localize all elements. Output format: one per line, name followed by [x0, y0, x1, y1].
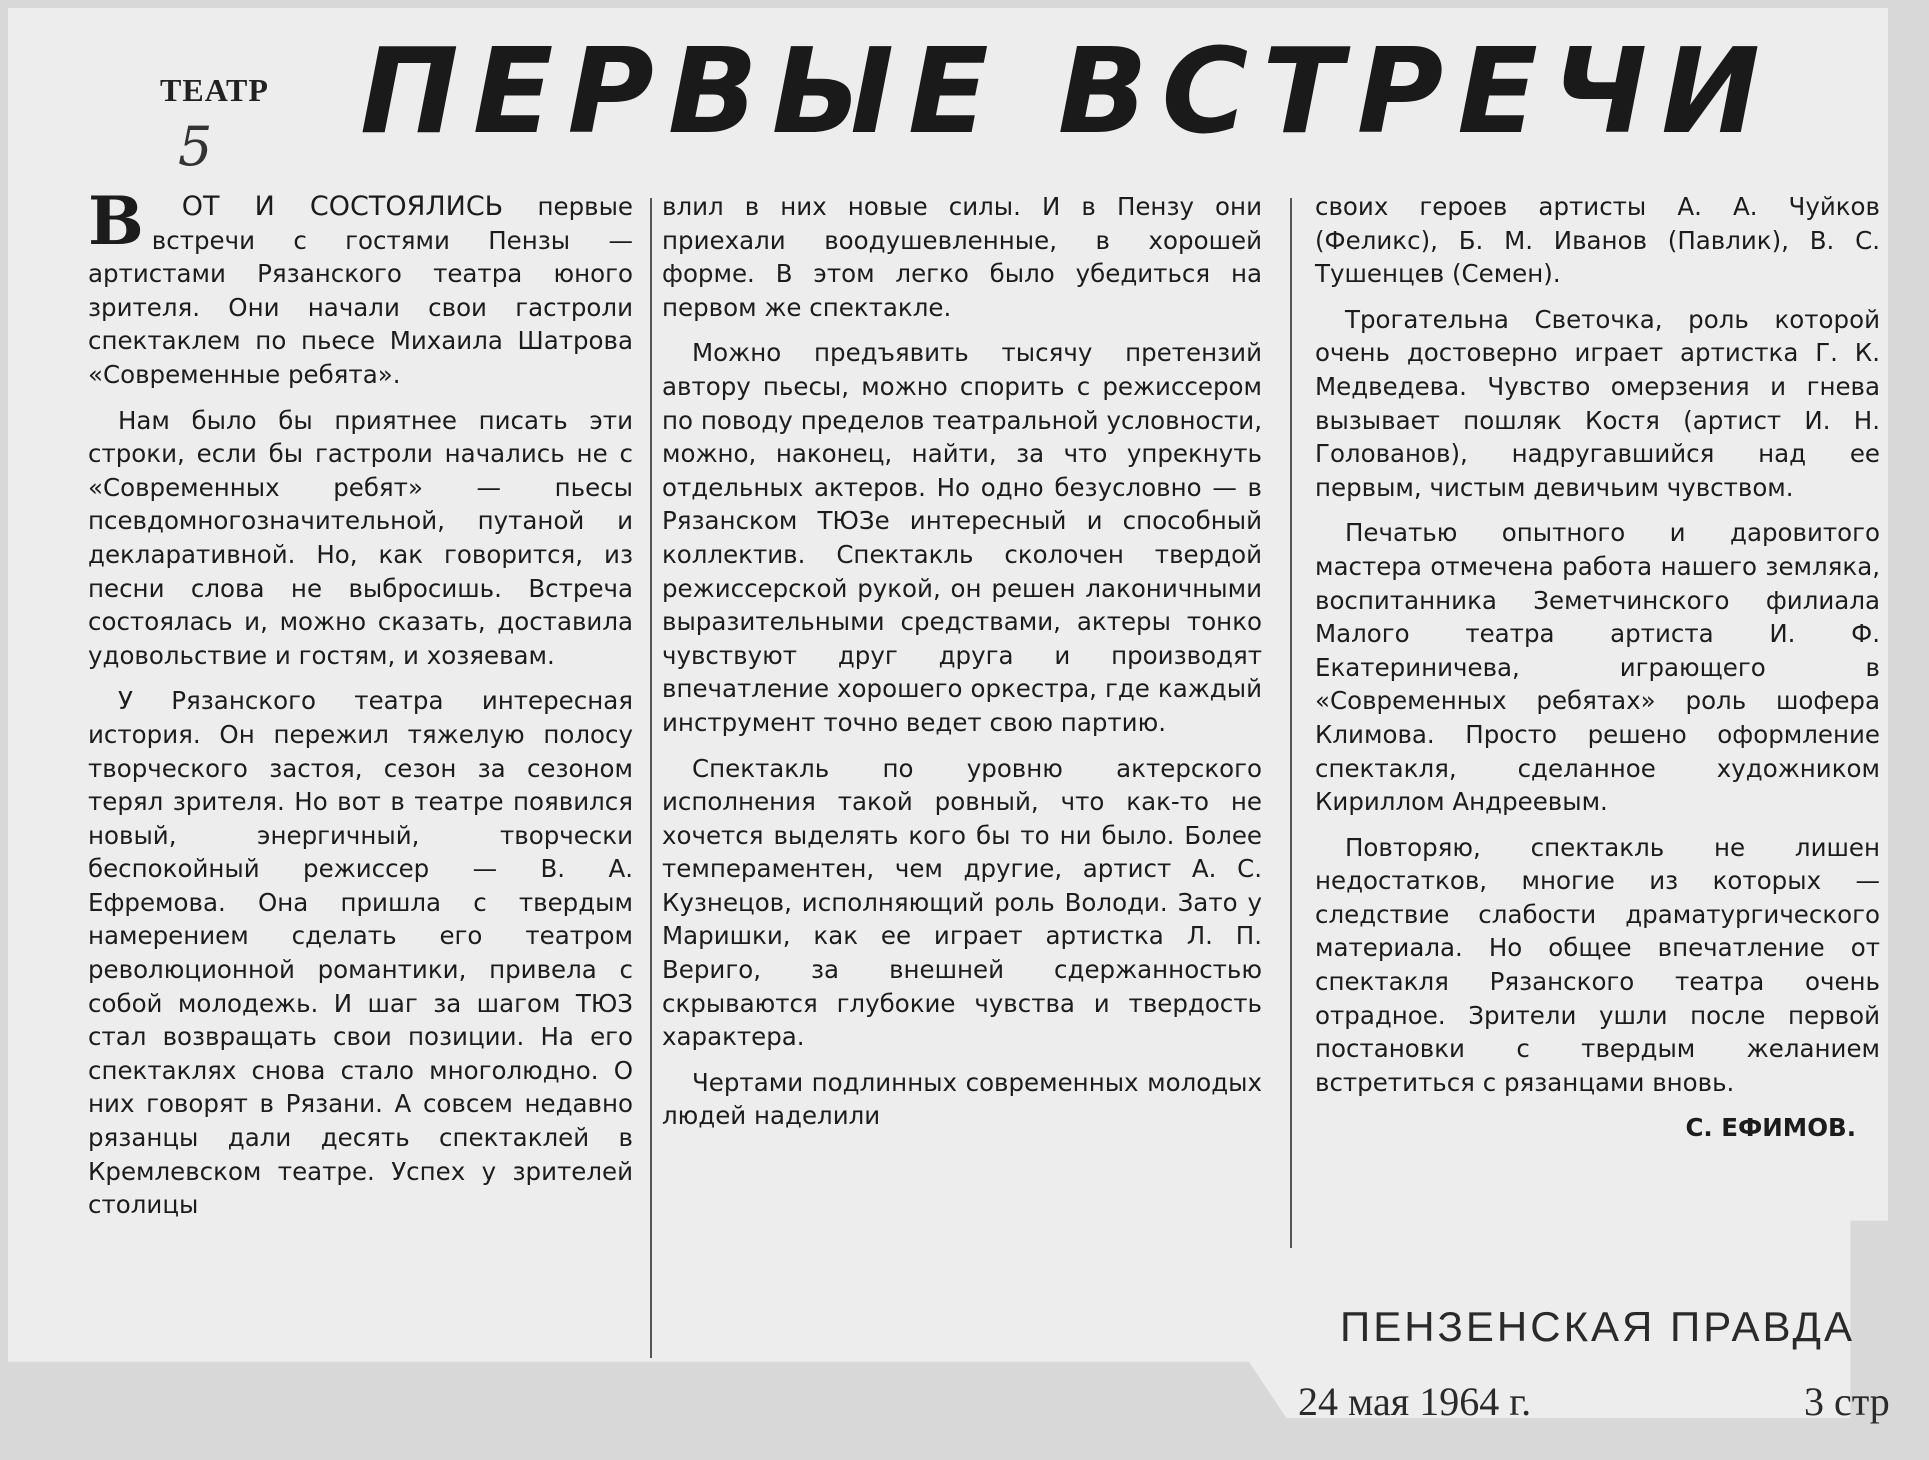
article-column-3 — [1315, 190, 1880, 1145]
section-rubric: ТЕАТР — [160, 72, 269, 108]
article-column-2 — [662, 190, 1262, 1145]
paragraph: Чертами подлинных современных молодых людей наделили — [662, 1067, 1262, 1131]
lead-paragraph — [88, 182, 633, 392]
paragraph-text: первые встречи с гостями Пензы — артистами Рязанского театра юного зрителя. Они начали свои гастроли спектаклем по пьесе Михаила Шатрова «Современные ребята». — [88, 192, 633, 389]
paragraph: Трогательна Светочка, роль которой очень достоверно играет артистка Г. К. Медведева. Чувство омерзения и гнева вызывает пошляк Костя (артист И. Н. Голованов), надругавшийся над ее первым, чистым девичьим чувством. — [1315, 304, 1880, 502]
paragraph: Спектакль по уровню актерского исполнения такой ровный, что как-то не хочется выделять кого бы то ни было. Более темпераментен, чем другие, артист А. С. Кузнецов, исполняющий роль Володи. Зато у Маришки, как ее играет артистка Л. П. Вериго, за внешней сдержанностью скрываются глубокие чувства и твердость характера. — [662, 753, 1262, 1052]
paragraph: своих героев артисты А. А. Чуйков (Феликс), Б. М. Иванов (Павлик), В. С. Тушенцев (Семен). — [1315, 192, 1880, 289]
paragraph: Можно предъявить тысячу претензий автору пьесы, можно спорить с режиссером по поводу пределов театральной условности, можно, наконец, найти, за что упрекнуть отдельных актеров. Но одно безусловно — в Рязанском ТЮЗе интересный и способный коллектив. Спектакль сколочен твердой режиссерской рукой, он решен лаконичными выразительными средствами, актеры тонко чувствуют друг друга и производят впечатление хорошего оркестра, где каждый инструмент точно ведет свою партию. — [662, 338, 1262, 737]
lead-caps: ОТ И СОСТОЯЛИСЬ — [181, 191, 504, 222]
page-number: 3 стр — [1804, 1379, 1890, 1424]
paragraph: У Рязанского театра интересная история. Он пережил тяжелую полосу творческого застоя, сезон за сезоном терял зрителя. Но вот в театре появился новый, энергичный, творчески беспокойный режиссер — В. А. Ефремова. Она пришла с твердым намерением сделать его театром революционной романтики, привела с собой молодежь. И шаг за шагом ТЮЗ стал возвращать свои позиции. На его спектаклях снова стало многолюдно. О них говорят в Рязани. А совсем недавно рязанцы дали десять спектаклей в Кремлевском театре. Успех у зрителей столицы — [88, 686, 633, 1220]
publication-date: 24 мая 1964 г. — [1298, 1379, 1532, 1424]
paragraph: Повторяю, спектакль не лишен недостатков, многие из которых — следствие слабости драматургического материала. Но общее впечатление от спектакля Рязанского театра очень отрадное. Зрители ушли после первой постановки с твердым желанием встретиться с рязанцами вновь. — [1315, 832, 1880, 1097]
article-column-1 — [88, 182, 633, 1234]
paragraph: влил в них новые силы. И в Пензу они приехали воодушевленные, в хорошей форме. В этом легко было убедиться на первом же спектакле. — [662, 192, 1262, 322]
author-signature: С. ЕФИМОВ. — [1685, 1113, 1856, 1143]
handwritten-number: 5 — [178, 115, 213, 178]
column-divider — [1290, 198, 1292, 1248]
article-headline: ПЕРВЫЕ ВСТРЕЧИ — [360, 22, 1774, 160]
newspaper-name: ПЕНЗЕНСКАЯ ПРАВДА — [1340, 1303, 1856, 1350]
column-divider — [650, 198, 652, 1358]
drop-cap: В — [88, 182, 144, 260]
paragraph: Печатью опытного и даровитого мастера отмечена работа нашего земляка, воспитанника Земетчинского филиала Малого театра артиста И. Ф. Екатериничева, играющего в «Современных ребятах» роль шофера Климова. Просто решено оформление спектакля, сделанное художником Кириллом Андреевым. — [1315, 518, 1880, 817]
paragraph: Нам было бы приятнее писать эти строки, если бы гастроли начались не с «Современных ребят» — пьесы псевдомногозначительной, путаной и декларативной. Но, как говорится, из песни слова не выбросишь. Встреча состоялась и, можно сказать, доставила удовольствие и гостям, и хозяевам. — [88, 405, 633, 670]
